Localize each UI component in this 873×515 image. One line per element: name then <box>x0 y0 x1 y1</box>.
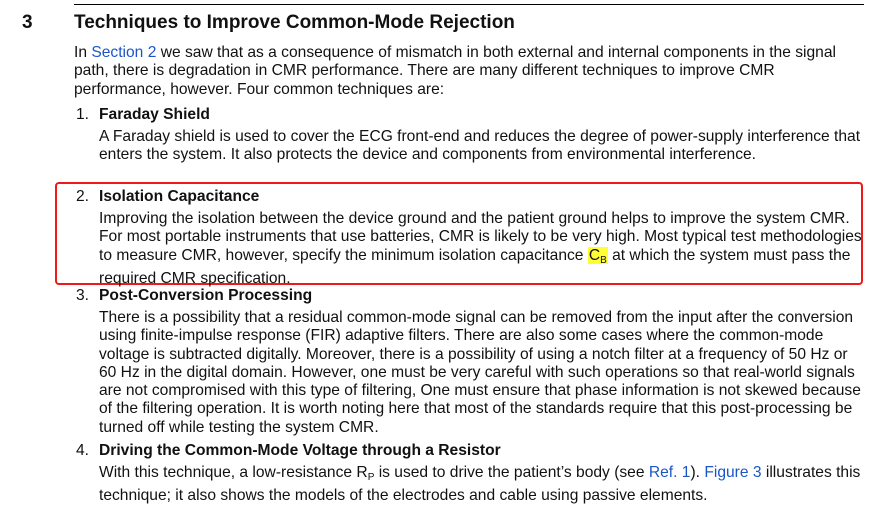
item-4-body-pre: With this technique, a low-resistance R <box>99 464 368 481</box>
section-number: 3 <box>22 12 33 33</box>
intro-suffix: we saw that as a consequence of mismatch in both external and internal components in the signal path, there is degradation in CMR performance. There are many different techniques to improve CMR performance, however. Four common techniques are: <box>74 44 836 98</box>
section-2-link[interactable]: Section 2 <box>91 44 157 61</box>
item-1-title: Faraday Shield <box>99 106 210 123</box>
item-3-number: 3. <box>76 287 90 304</box>
item-4-body-post: illustrates this technique; it also shows the models of the electrodes and cable using passive elements. <box>99 464 861 505</box>
item-1-body: A Faraday shield is used to cover the ECG front-end and reduces the degree of power-supply interference that enters the system. It also protects the device and components from environmental interference. <box>99 128 861 164</box>
section-title: Techniques to Improve Common-Mode Rejection <box>74 12 515 33</box>
section-top-rule <box>74 4 864 5</box>
intro-paragraph <box>74 44 859 99</box>
rp-subscript: P <box>367 472 375 483</box>
item-3-title: Post-Conversion Processing <box>99 287 313 304</box>
item-2-number: 2. <box>76 188 90 205</box>
item-4-body-mid2: ). <box>690 464 705 481</box>
item-4-body-mid: is used to drive the patient’s body (see <box>374 464 649 481</box>
item-2-title: Isolation Capacitance <box>99 188 260 205</box>
item-4-title: Driving the Common-Mode Voltage through a Resistor <box>99 442 501 459</box>
cb-symbol: C <box>588 246 601 264</box>
figure-3-link[interactable]: Figure 3 <box>704 464 762 481</box>
item-2-body <box>99 210 864 288</box>
item-2-body-post: at which the system must pass the required CMR specification. <box>99 246 851 287</box>
item-4-number: 4. <box>76 442 90 459</box>
item-1-number: 1. <box>76 106 90 123</box>
item-4-body <box>99 464 864 506</box>
cb-subscript: B <box>600 254 607 266</box>
item-3-body: There is a possibility that a residual common-mode signal can be removed from the input after the conversion using finite-impulse response (FIR) adaptive filters. There are also some cases where the common-mode voltage is subtracted digitally. Moreover, there is a possibility of using a notch filter at a frequency of 50 Hz or 60 Hz in the digital domain. However, one must be very careful with such operations so that real-world signals are not compromised with this type of filtering, One must ensure that phase information is not skewed because of the filtering operation. It is worth noting here that most of the standards require that this post-processing be turned off while testing the system CMR. <box>99 309 861 436</box>
ref-1-link[interactable]: Ref. 1 <box>648 464 691 481</box>
item-2-body-pre: Improving the isolation between the device ground and the patient ground helps to improve the system CMR. For most portable instruments that use batteries, CMR is likely to be very high. Most typical test methodologies to measure CMR, however, specify the minimum isolation capacitance <box>99 210 862 264</box>
cb-highlight <box>588 247 608 264</box>
intro-prefix: In <box>74 44 92 61</box>
